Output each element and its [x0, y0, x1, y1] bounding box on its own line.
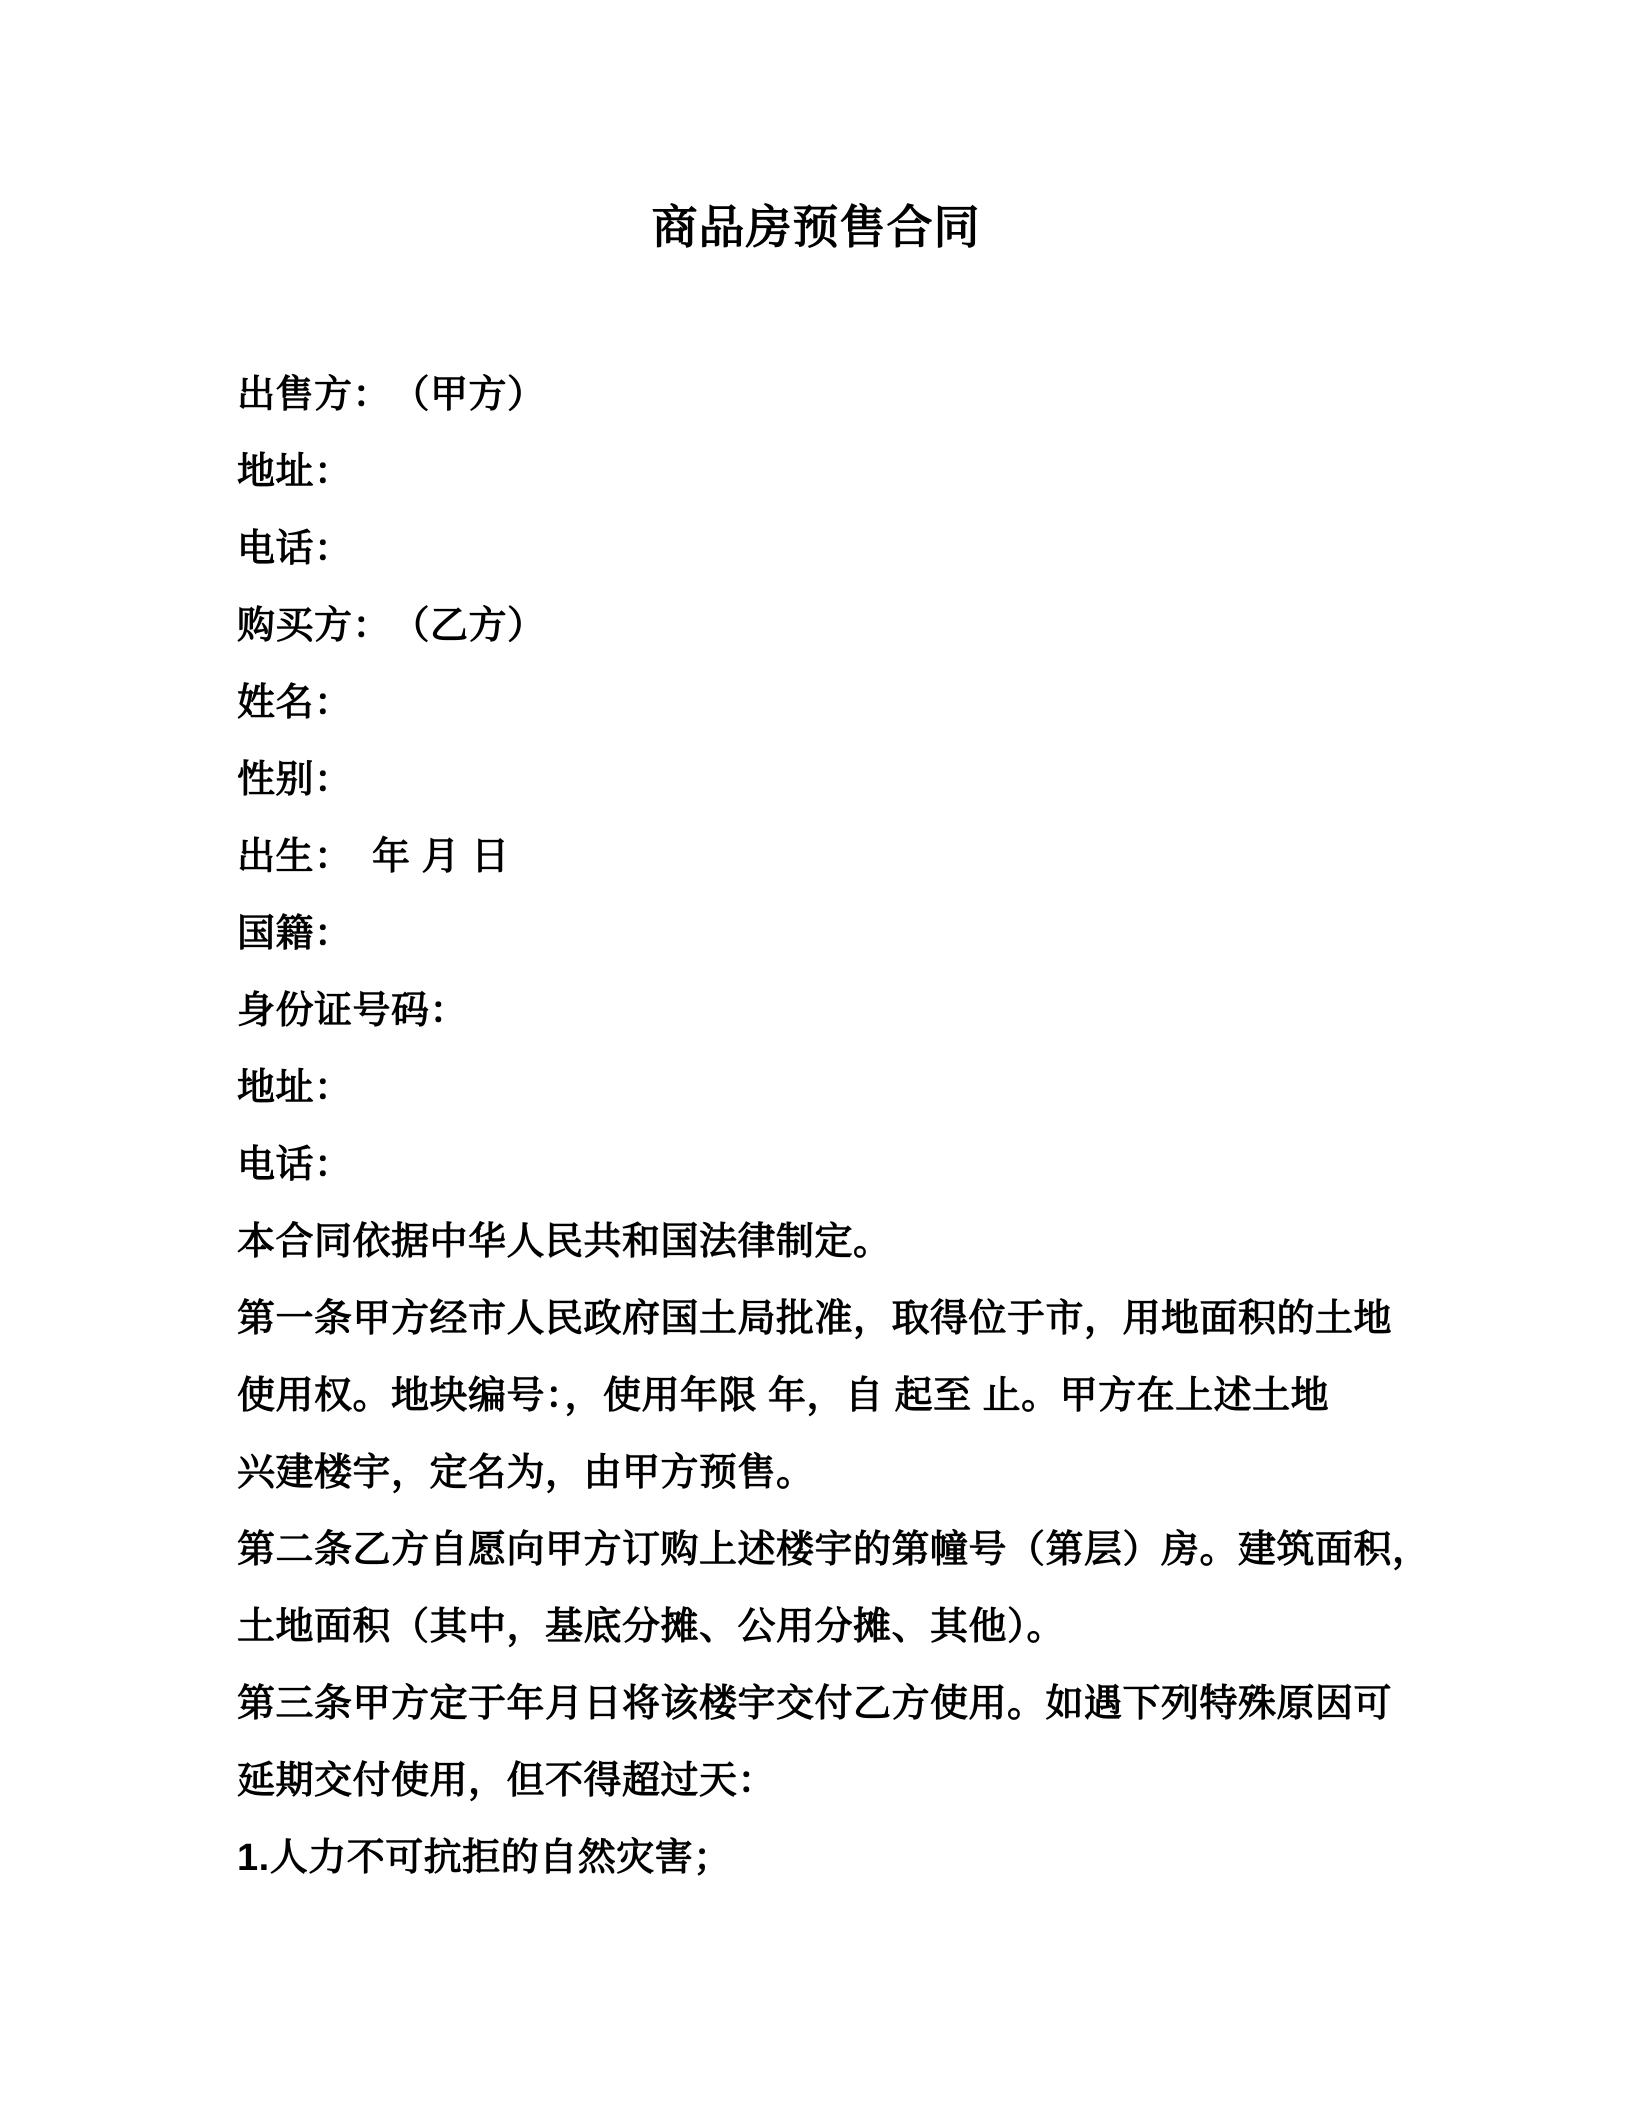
line-buyer-address: 地址： — [237, 1067, 353, 1109]
line-article3-item1: 1.人力不可抗拒的自然灾害； — [237, 1837, 732, 1879]
line-seller-address: 地址： — [237, 451, 353, 493]
line-buyer-nationality: 国籍： — [237, 913, 353, 955]
line-article1-part1: 第一条甲方经市人民政府国土局批准，取得位于市，用地面积的土地 — [237, 1298, 1393, 1340]
line-article2-part2: 土地面积（其中，基底分摊、公用分摊、其他）。 — [237, 1606, 1066, 1648]
line-buyer-gender: 性别： — [237, 759, 353, 801]
line-article1-part3: 兴建楼宇，定名为，由甲方预售。 — [237, 1452, 815, 1494]
document-body — [237, 357, 1431, 1897]
line-legal-basis: 本合同依据中华人民共和国法律制定。 — [237, 1221, 892, 1263]
line-article1-part2: 使用权。地块编号：，使用年限 年，自 起至 止。甲方在上述土地 — [237, 1375, 1330, 1417]
line-buyer-birthdate: 出生： 年 月 日 — [237, 836, 510, 878]
line-buyer-name: 姓名： — [237, 682, 353, 724]
line-buyer: 购买方： （乙方） — [237, 605, 546, 647]
document-title: 商品房预售合同 — [651, 201, 981, 253]
line-seller-phone: 电话： — [237, 528, 353, 570]
line-article3-part2: 延期交付使用，但不得超过天： — [237, 1760, 777, 1802]
line-article2-part1: 第二条乙方自愿向甲方订购上述楼宇的第幢号（第层）房。建筑面积， — [237, 1529, 1431, 1571]
line-article3-part1: 第三条甲方定于年月日将该楼宇交付乙方使用。如遇下列特殊原因可 — [237, 1683, 1393, 1725]
line-buyer-phone: 电话： — [237, 1144, 353, 1186]
line-buyer-id-number: 身份证号码： — [237, 990, 469, 1032]
line-seller: 出售方： （甲方） — [237, 374, 546, 416]
